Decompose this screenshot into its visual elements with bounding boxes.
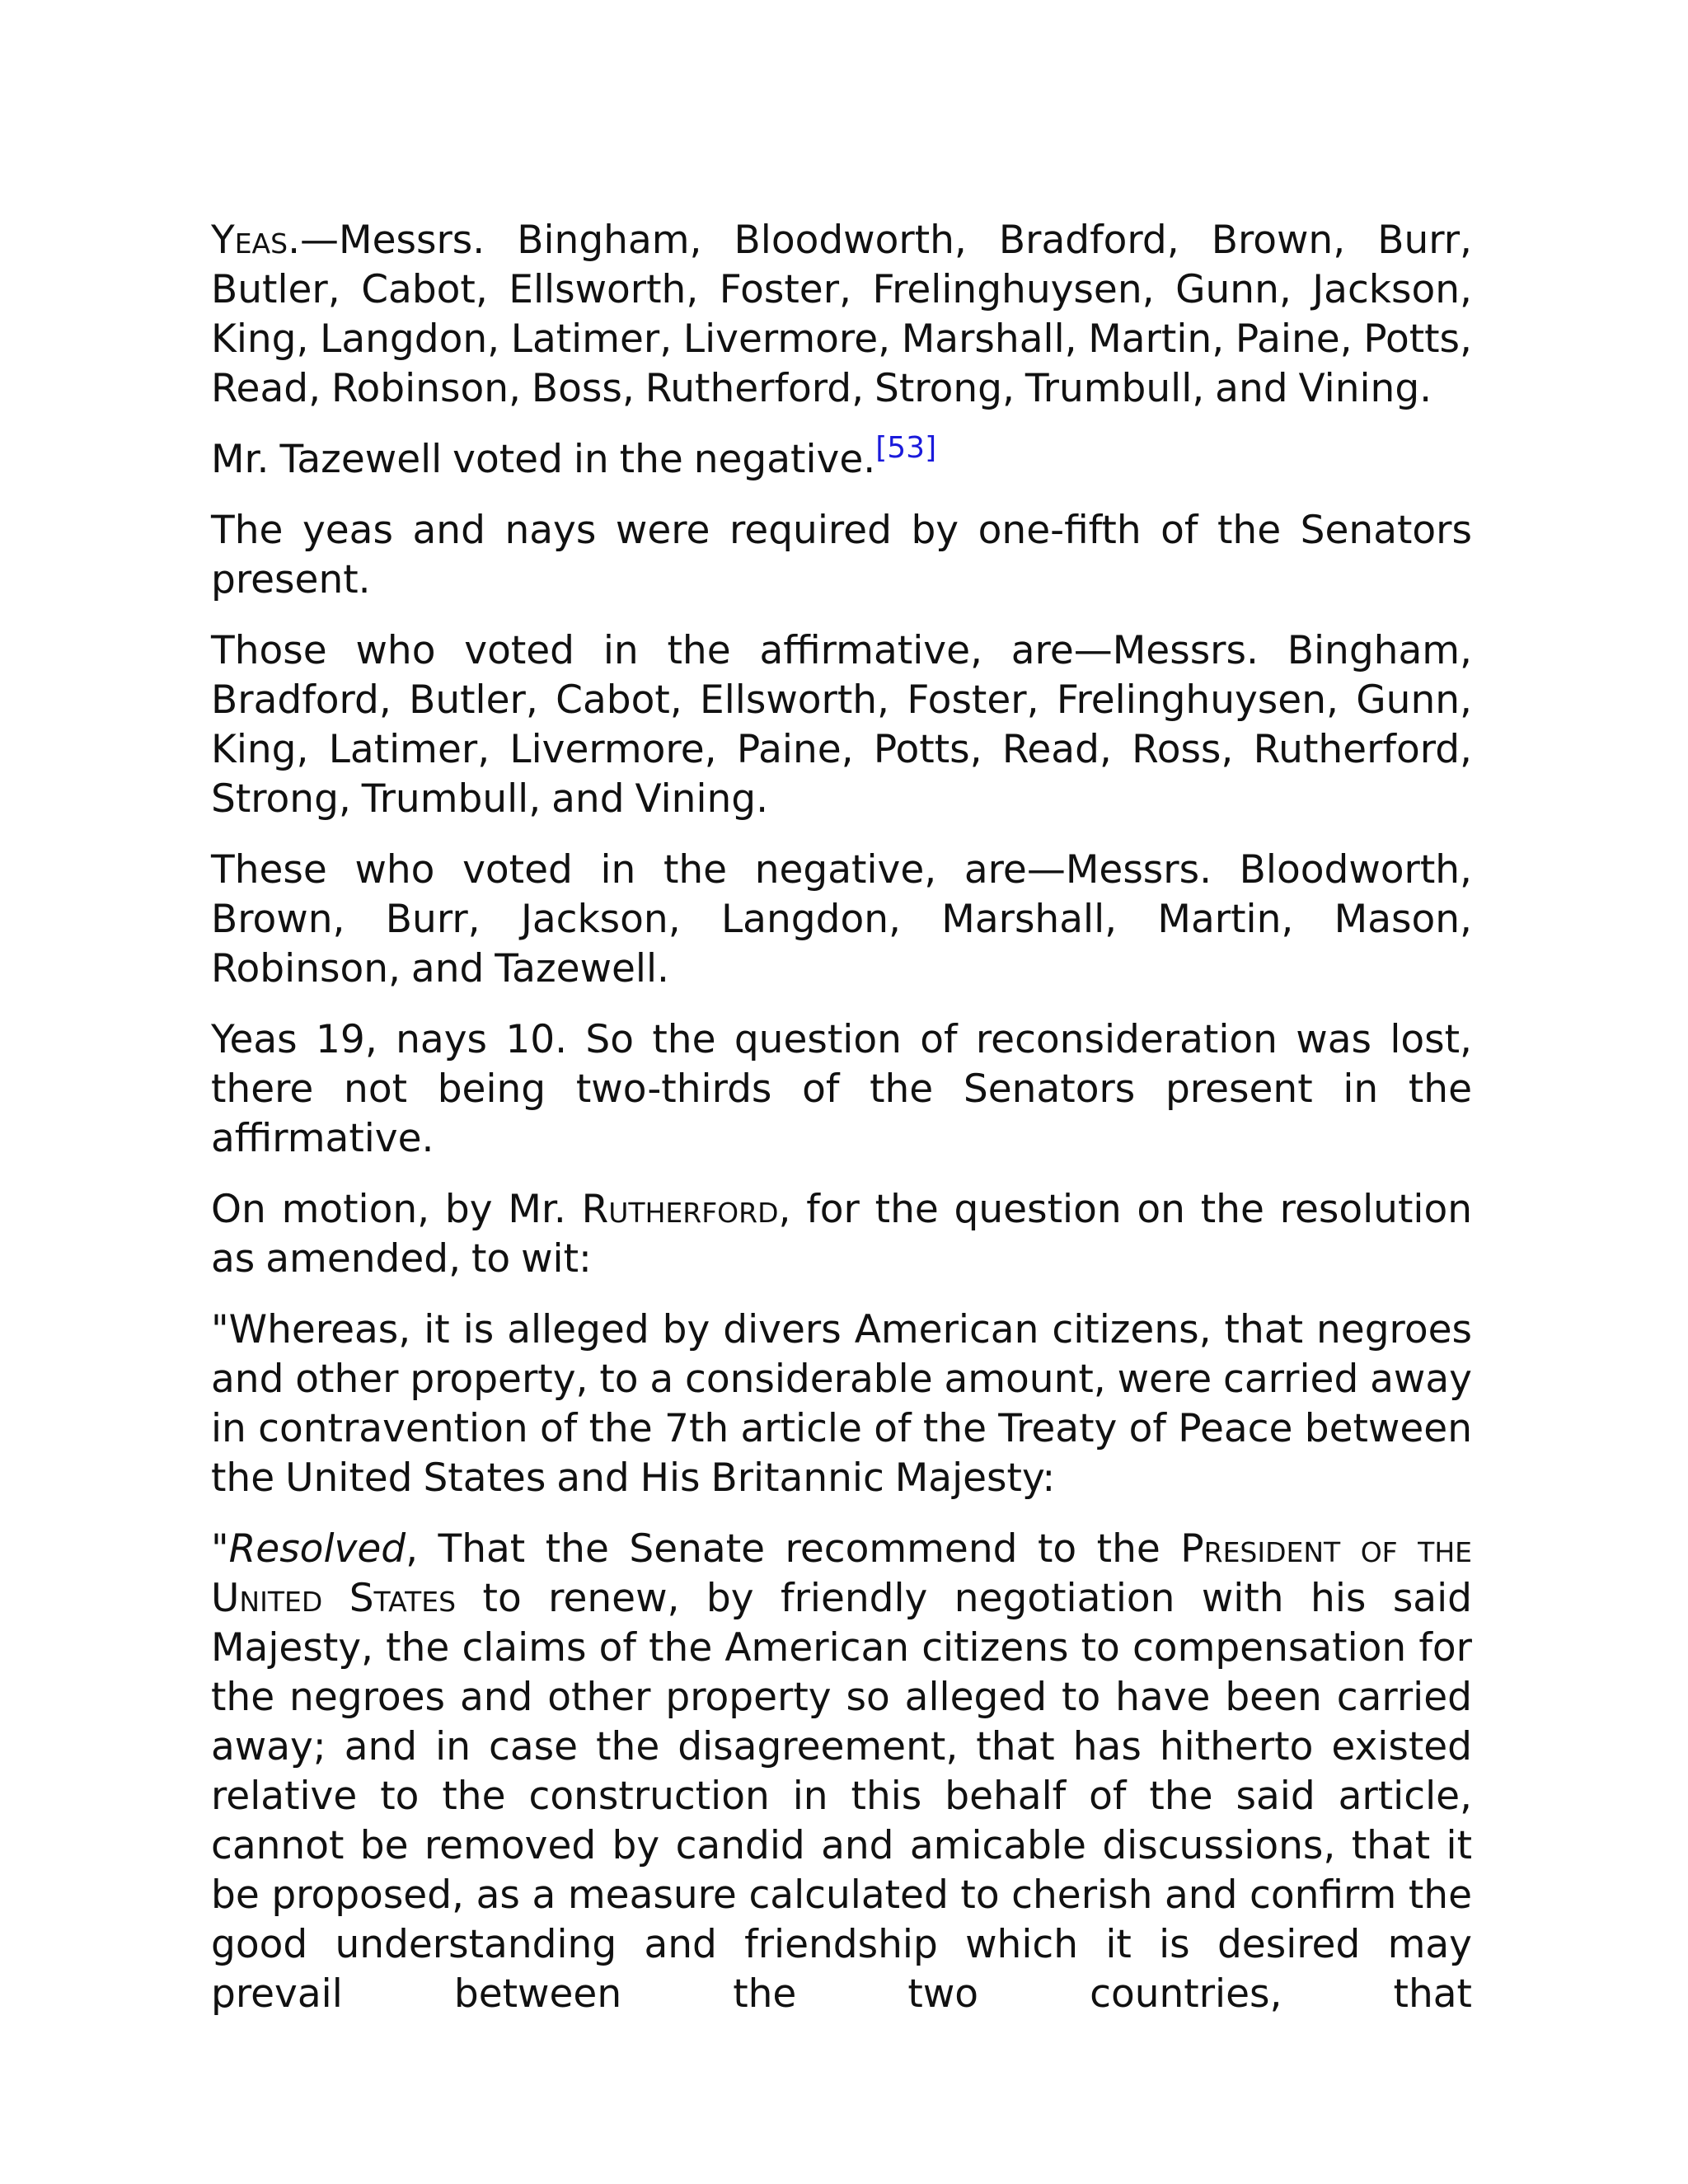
motion-paragraph [211,1185,1472,1284]
tazewell-text: Mr. Tazewell voted in the negative. [211,437,876,482]
footnote-link[interactable]: [53] [875,431,937,465]
yeas-lead: Yeas. [211,218,301,263]
affirmative-paragraph [211,626,1472,824]
vote-result-text: Yeas 19, nays 10. So the question of reconsideration was lost, there not being two-thirds of the Senators present in the affirmative. [211,1017,1472,1161]
negative-text: These who voted in the negative, are—Messrs. Bloodworth, Brown, Burr, Jackson, Langdon, Marshall, Martin, Mason, Robinson, and Tazewell. [211,847,1472,991]
tazewell-paragraph [211,431,1472,485]
whereas-text: "Whereas, it is alleged by divers American citizens, that negroes and other property, to a considerable amount, were carried away in contravention of the 7th article of the Treaty of Peace between the United States and His Britannic Majesty: [211,1307,1472,1501]
document-page [211,216,1472,2041]
president-title: President of the United States [211,1526,1472,1621]
motion-before: On motion, by Mr. [211,1187,582,1232]
whereas-paragraph [211,1305,1472,1503]
resolved-before: , That the Senate recommend to the [406,1526,1181,1572]
affirmative-text: Those who voted in the affirmative, are—Messrs. Bingham, Bradford, Butler, Cabot, Ellsworth, Foster, Frelinghuysen, Gunn, King, Latimer, Livermore, Paine, Potts, Read, Ross, Rutherford, Strong, Trumbull, and Vining. [211,628,1472,822]
yeas-text: —Messrs. Bingham, Bloodworth, Bradford, Brown, Burr, Butler, Cabot, Ellsworth, Foster, Frelinghuysen, Gunn, Jackson, King, Langdon, Latimer, Livermore, Marshall, Martin, Paine, Potts, Read, Robinson, Boss, Rutherford, Strong, Trumbull, and Vining. [211,218,1472,411]
yeas-nays-required-paragraph [211,506,1472,605]
negative-paragraph [211,846,1472,994]
vote-result-paragraph [211,1015,1472,1164]
resolved-paragraph [211,1525,1472,2019]
motion-after: , for the question on the resolution as amended, to wit: [211,1187,1472,1282]
yeas-paragraph [211,216,1472,414]
yeas-nays-required-text: The yeas and nays were required by one-fifth of the Senators present. [211,508,1472,602]
resolved-word: Resolved [228,1526,406,1572]
resolved-quote: " [211,1526,229,1572]
rutherford-name: Rutherford [581,1187,779,1232]
resolved-after: to renew, by friendly negotiation with his said Majesty, the claims of the American citizens to compensation for the negroes and other property so alleged to have been carried away; and in case the disagreement, that has hitherto existed relative to the construction in this behalf of the said article, cannot be removed by candid and amicable discussions, that it be proposed, as a measure calculated to cherish and confirm the good understanding and friendship which it is desired may prevail between the two countries, that [211,1576,1472,2017]
